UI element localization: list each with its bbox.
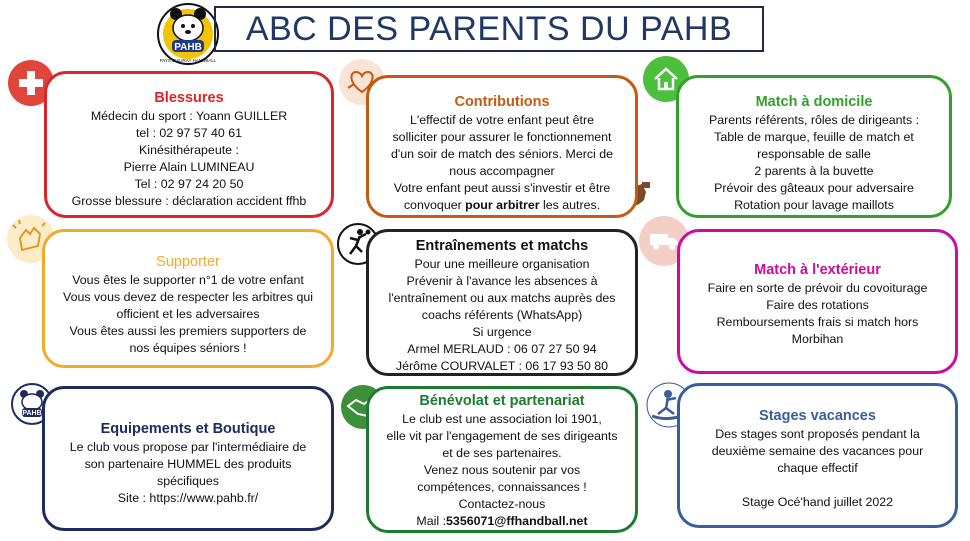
card-title: Equipements et Boutique — [100, 421, 276, 437]
card-line: nos équipes séniors ! — [129, 341, 247, 355]
logo-subtext: PAYS D'AURAY HANDBALL — [159, 58, 217, 63]
card-line: chaque effectif — [777, 461, 858, 475]
card-line: Contactez-nous — [458, 497, 546, 511]
card-line: Votre enfant peut aussi s'investir et être — [393, 181, 611, 195]
text-post: les autres. — [539, 198, 601, 212]
card-line: officient et les adversaires — [116, 307, 260, 321]
card-line: Pierre Alain LUMINEAU — [123, 160, 255, 174]
card-line: Kinésithérapeute : — [139, 143, 239, 157]
mail-address[interactable]: 5356071@ffhandball.net — [446, 514, 588, 528]
contact-mail[interactable] — [369, 513, 635, 530]
card-line: l'entraînement ou aux matchs auprès des — [388, 291, 616, 305]
text-bold: pour arbitrer — [465, 198, 540, 212]
card-line-empty — [680, 477, 955, 494]
card-line: Jérôme COURVALET : 06 17 93 50 80 — [395, 359, 609, 373]
card-equipements — [42, 386, 334, 531]
card-stages-vacances — [677, 383, 958, 528]
card-line: Faire en sorte de prévoir du covoiturage — [707, 281, 928, 295]
card-line: Vous vous devez de respecter les arbitres qui — [62, 290, 313, 304]
card-line: L'effectif de votre enfant peut être — [410, 113, 594, 127]
card-entrainements — [366, 229, 638, 376]
card-title: Match à l'extérieur — [754, 262, 881, 278]
card-line: Des stages sont proposés pendant la — [715, 427, 920, 441]
card-line: Le club vous propose par l'intermédiaire de — [69, 440, 307, 454]
card-line-last — [369, 197, 635, 214]
card-blessures — [44, 71, 334, 218]
card-line: Venez nous soutenir par vos — [423, 463, 581, 477]
card-line: Table de marque, feuille de match et — [714, 130, 914, 144]
card-line: Rotation pour lavage maillots — [734, 198, 894, 212]
card-supporter — [42, 229, 334, 368]
mascot-text: PAHB — [22, 410, 42, 417]
card-line: Le club est une association loi 1901, — [402, 412, 602, 426]
card-contributions — [366, 75, 638, 218]
logo-text: PAHB — [174, 42, 202, 53]
card-line: Prévoir des gâteaux pour adversaire — [714, 181, 914, 195]
card-line: tel : 02 97 57 40 61 — [135, 126, 243, 140]
mail-label: Mail : — [416, 514, 447, 528]
card-match-domicile — [676, 75, 952, 218]
page-title: ABC DES PARENTS DU PAHB — [245, 9, 733, 48]
card-line: 2 parents à la buvette — [754, 164, 874, 178]
card-line: Remboursements frais si match hors — [716, 315, 919, 329]
card-line: Morbihan — [791, 332, 844, 346]
card-line: Faire des rotations — [766, 298, 869, 312]
card-line: solliciter pour assurer le fonctionnement — [392, 130, 612, 144]
card-line: deuxième semaine des vacances pour — [711, 444, 924, 458]
card-title: Entraînements et matchs — [415, 238, 589, 254]
card-match-exterieur — [677, 229, 958, 374]
card-line: Armel MERLAUD : 06 07 27 50 94 — [407, 342, 597, 356]
card-line: nous accompagner — [449, 164, 555, 178]
card-title: Stages vacances — [759, 408, 876, 424]
card-line: Vous êtes aussi les premiers supporters de — [69, 324, 307, 338]
card-line: coachs référents (WhatsApp) — [421, 308, 583, 322]
card-line: Prévenir à l'avance les absences à — [406, 274, 598, 288]
card-line: Stage Océ'hand juillet 2022 — [741, 495, 894, 509]
card-title: Supporter — [156, 254, 220, 270]
card-line: Si urgence — [472, 325, 532, 339]
card-line: responsable de salle — [757, 147, 871, 161]
card-benevolat — [366, 386, 638, 533]
card-line: son partenaire HUMMEL des produits — [84, 457, 292, 471]
card-title: Blessures — [154, 90, 224, 106]
card-line: compétences, connaissances ! — [417, 480, 587, 494]
card-line: Grosse blessure : déclaration accident ffhb — [71, 194, 307, 208]
card-line: et de ses partenaires. — [442, 446, 562, 460]
card-line: Site : https://www.pahb.fr/ — [117, 491, 259, 505]
card-line: Pour une meilleure organisation — [414, 257, 590, 271]
card-line: Médecin du sport : Yoann GUILLER — [90, 109, 288, 123]
card-line: Tel : 02 97 24 20 50 — [134, 177, 244, 191]
page-title-box — [214, 6, 764, 52]
card-line: d'un soir de match des séniors. Merci de — [390, 147, 614, 161]
text-pre: convoquer — [403, 198, 466, 212]
pahb-logo — [154, 2, 222, 66]
card-line: Vous êtes le supporter n°1 de votre enfant — [72, 273, 304, 287]
card-line: spécifiques — [157, 474, 219, 488]
card-line: Parents référents, rôles de dirigeants : — [708, 113, 920, 127]
card-title: Bénévolat et partenariat — [419, 393, 585, 409]
card-title: Match à domicile — [755, 94, 873, 110]
card-title: Contributions — [454, 94, 550, 110]
card-line: elle vit par l'engagement de ses dirigeants — [386, 429, 618, 443]
